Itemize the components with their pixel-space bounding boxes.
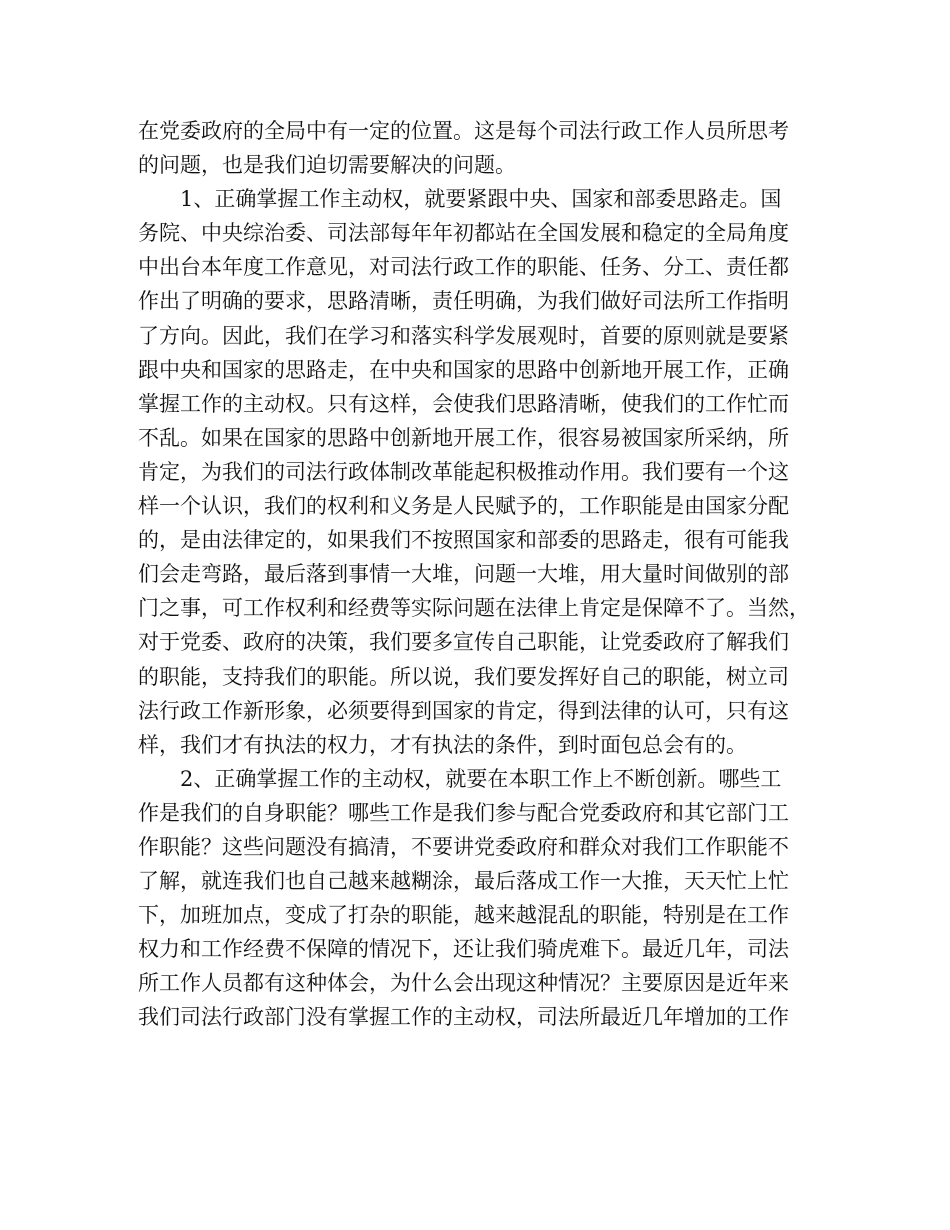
text-line: 的问题，也是我们迫切需要解决的问题。	[138, 153, 516, 178]
text-line: 不乱。如果在国家的思路中创新地开展工作，很容易被国家所采纳，所	[138, 425, 789, 450]
text-line: 中出台本年度工作意见，对司法行政工作的职能、任务、分工、责任都	[138, 255, 789, 280]
paragraph	[138, 114, 818, 182]
text-line: 了方向。因此，我们在学习和落实科学发展观时，首要的原则就是要紧	[138, 323, 789, 348]
text-line: 门之事，可工作权利和经费等实际问题在法律上肯定是保障不了。当然，	[138, 596, 810, 621]
text-line: 了解，就连我们也自己越来越糊涂，最后落成工作一大推，天天忙上忙	[138, 869, 789, 894]
text-line: 我们司法行政部门没有掌握工作的主动权，司法所最近几年增加的工作	[138, 1005, 789, 1030]
text-line: 法行政工作新形象，必须要得到国家的肯定，得到法律的认可，只有这	[138, 698, 789, 723]
paragraph	[138, 182, 818, 762]
text-line: 作出了明确的要求，思路清晰，责任明确，为我们做好司法所工作指明	[138, 289, 789, 314]
text-line: 在党委政府的全局中有一定的位置。这是每个司法行政工作人员所思考	[138, 119, 789, 143]
text-line: 1、正确掌握工作主动权，就要紧跟中央、国家和部委思路走。国	[180, 187, 782, 212]
text-line: 务院、中央综治委、司法部每年年初都站在全国发展和稳定的全局角度	[138, 221, 789, 246]
text-line: 的职能，支持我们的职能。所以说，我们要发挥好自己的职能，树立司	[138, 664, 789, 689]
text-line: 下，加班加点，变成了打杂的职能，越来越混乱的职能，特别是在工作	[138, 903, 789, 928]
text-line: 跟中央和国家的思路走，在中央和国家的思路中创新地开展工作，正确	[138, 357, 789, 382]
text-line: 权力和工作经费不保障的情况下，还让我们骑虎难下。最近几年，司法	[138, 937, 789, 962]
body-text	[138, 114, 818, 1035]
text-line: 作是我们的自身职能？哪些工作是我们参与配合党委政府和其它部门工	[138, 800, 789, 825]
text-line: 肯定，为我们的司法行政体制改革能起积极推动作用。我们要有一个这	[138, 459, 789, 484]
text-line: 们会走弯路，最后落到事情一大堆，问题一大堆，用大量时间做别的部	[138, 562, 789, 587]
text-line: 作职能？这些问题没有搞清，不要讲党委政府和群众对我们工作职能不	[138, 834, 789, 859]
text-line: 对于党委、政府的决策，我们要多宣传自己职能，让党委政府了解我们	[138, 630, 789, 655]
paragraph	[138, 762, 818, 1035]
text-line: 2、正确掌握工作的主动权，就要在本职工作上不断创新。哪些工	[180, 766, 782, 791]
text-line: 的，是由法律定的，如果我们不按照国家和部委的思路走，很有可能我	[138, 528, 789, 553]
text-line: 掌握工作的主动权。只有这样，会使我们思路清晰，使我们的工作忙而	[138, 391, 789, 416]
text-line: 样，我们才有执法的权力，才有执法的条件，到时面包总会有的。	[138, 732, 747, 757]
text-line: 所工作人员都有这种体会，为什么会出现这种情况？主要原因是近年来	[138, 971, 789, 996]
text-line: 样一个认识，我们的权利和义务是人民赋予的，工作职能是由国家分配	[138, 494, 789, 519]
